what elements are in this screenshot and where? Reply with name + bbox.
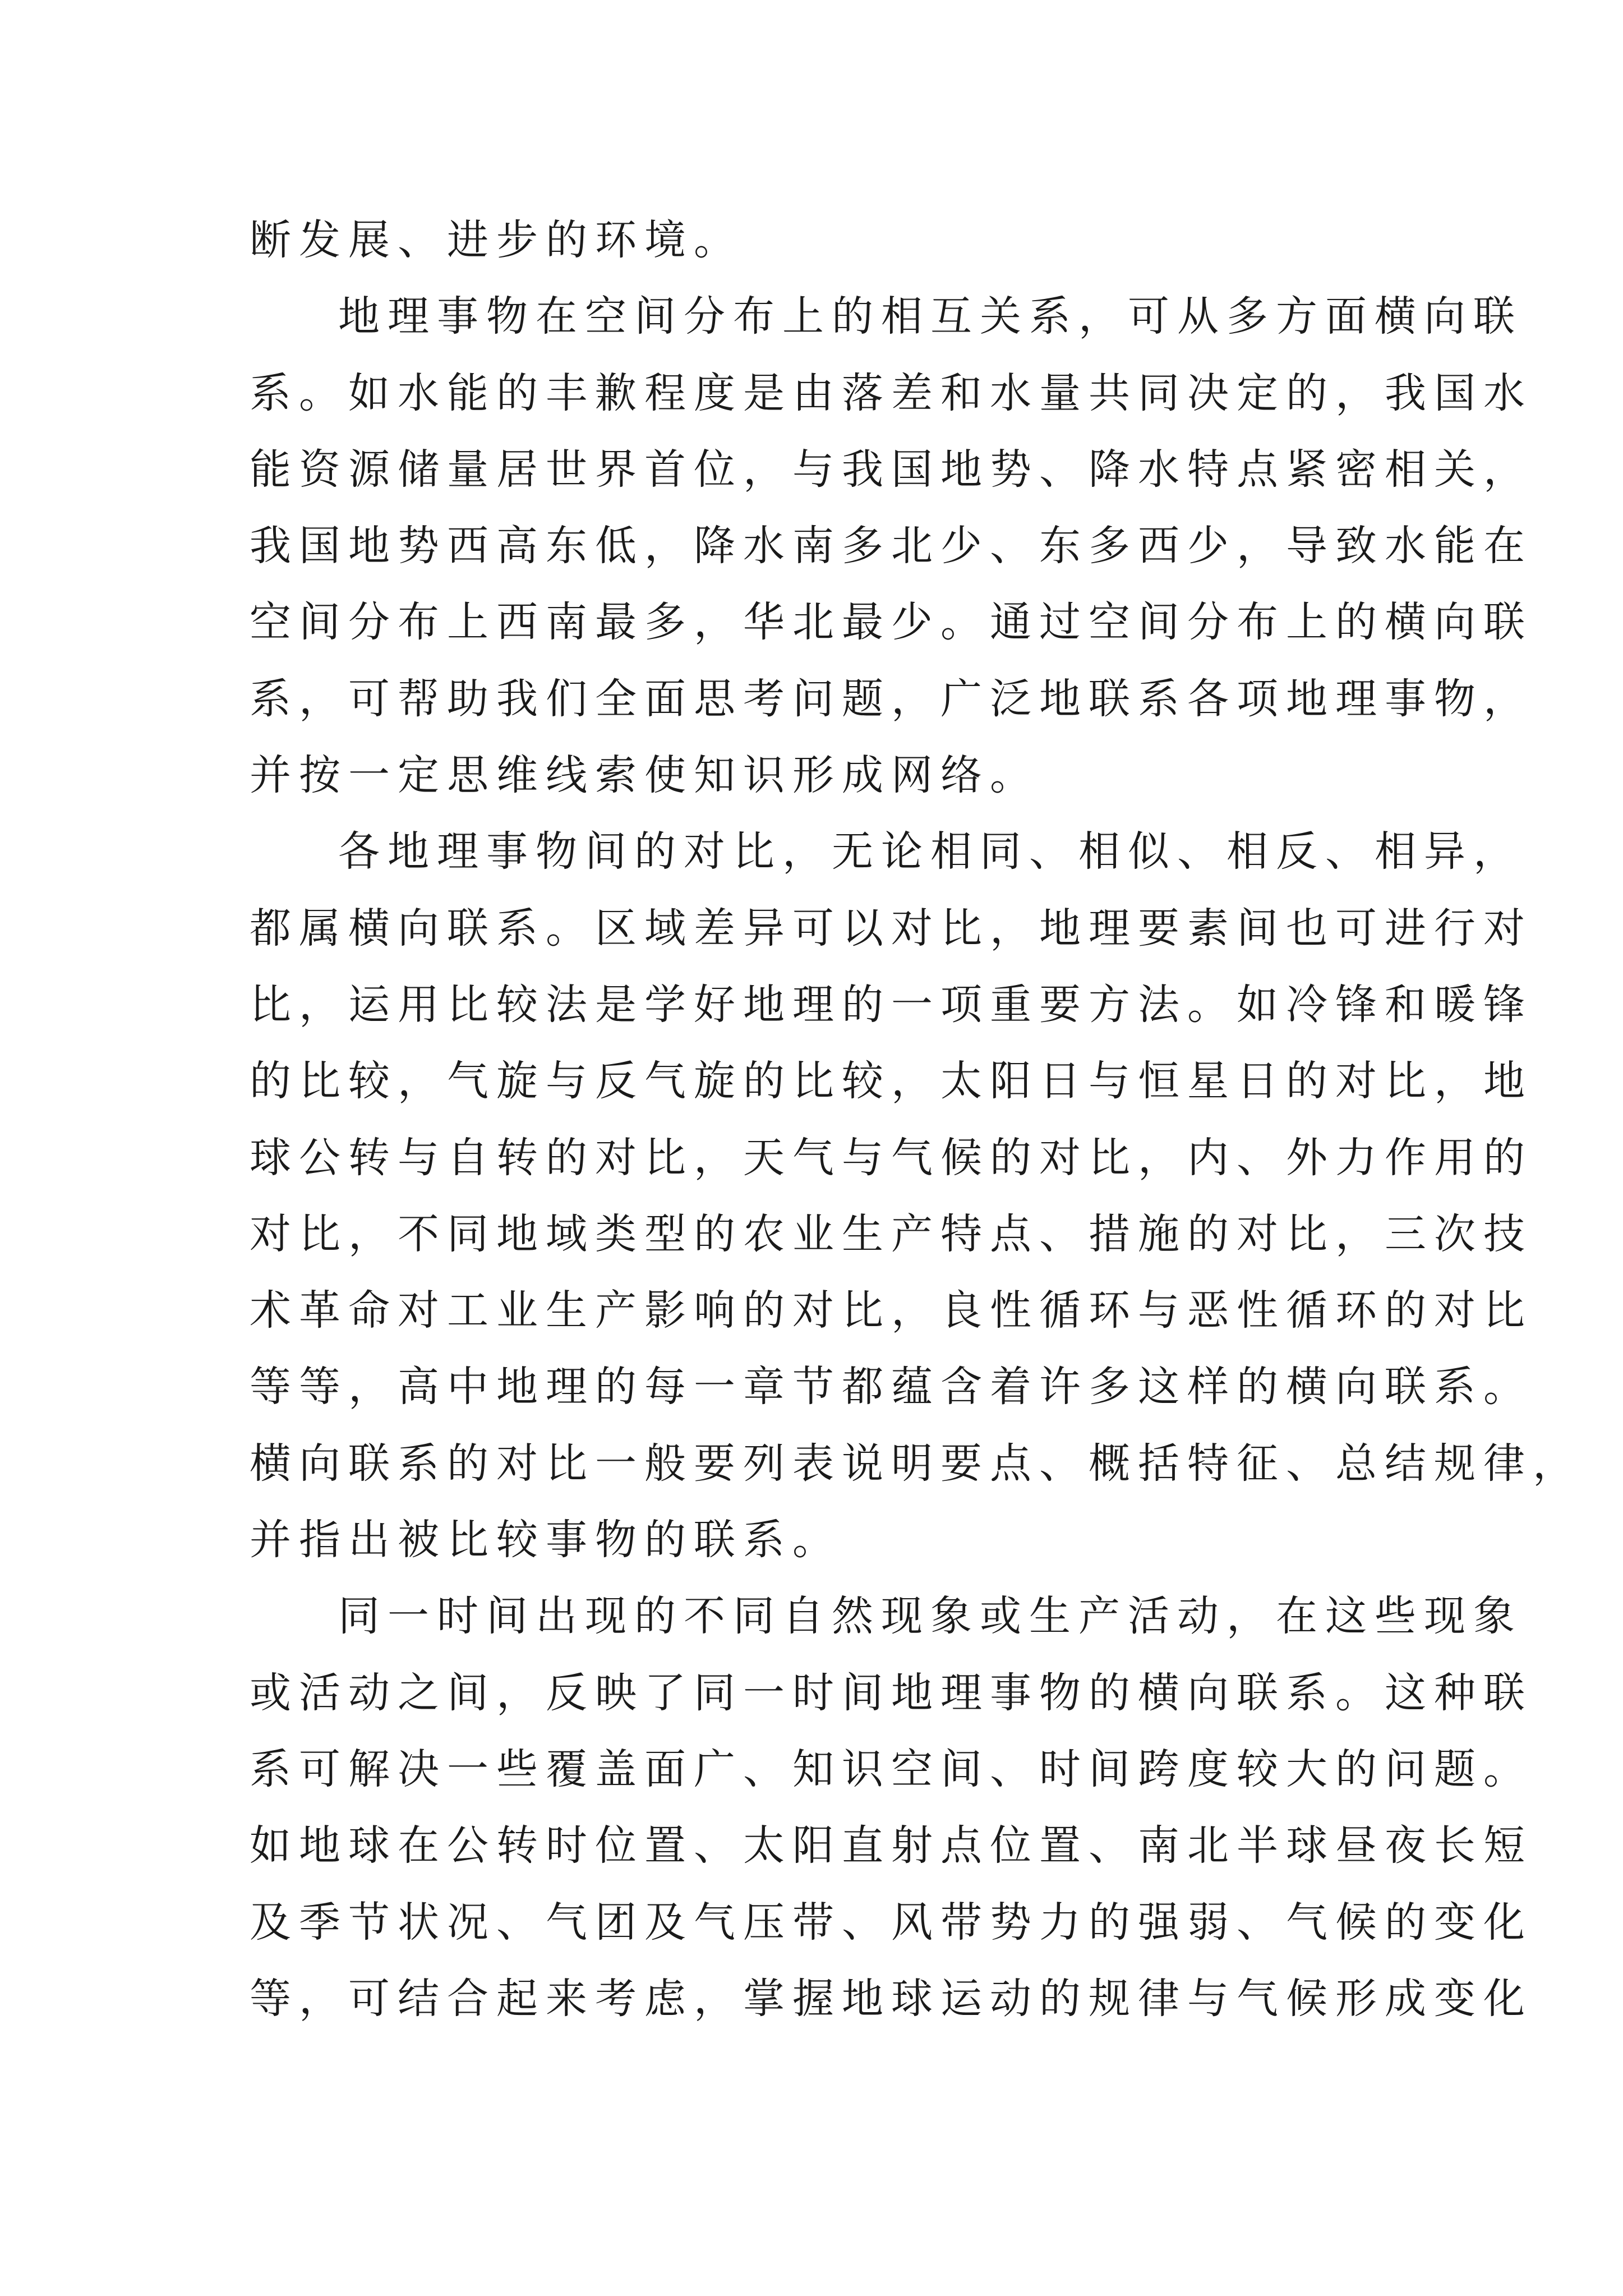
text-line: 等等，高中地理的每一章节都蕴含着许多这样的横向联系。 — [250, 1363, 1533, 1411]
body-text — [250, 202, 1582, 2037]
paragraph — [250, 1578, 1533, 2037]
text-line: 断发展、进步的环境。 — [250, 216, 743, 264]
text-line: 横向联系的对比一般要列表说明要点、概括特征、总结规律， — [250, 1439, 1582, 1488]
text-line: 等，可结合起来考虑，掌握地球运动的规律与气候形成变化 — [250, 1974, 1533, 2023]
text-line: 术革命对工业生产影响的对比，良性循环与恶性循环的对比 — [250, 1286, 1533, 1335]
text-line: 都属横向联系。区域差异可以对比，地理要素间也可进行对 — [250, 904, 1533, 953]
text-line: 的比较，气旋与反气旋的比较，太阳日与恒星日的对比，地 — [250, 1057, 1533, 1106]
text-line: 或活动之间，反映了同一时间地理事物的横向联系。这种联 — [250, 1668, 1533, 1717]
text-line: 球公转与自转的对比，天气与气候的对比，内、外力作用的 — [250, 1133, 1533, 1182]
text-line: 各地理事物间的对比，无论相同、相似、相反、相异， — [338, 827, 1523, 876]
text-line: 地理事物在空间分布上的相互关系，可从多方面横向联 — [338, 292, 1523, 341]
paragraph — [250, 813, 1582, 1578]
text-line: 能资源储量居世界首位，与我国地势、降水特点紧密相关， — [250, 445, 1533, 494]
text-line: 及季节状况、气团及气压带、风带势力的强弱、气候的变化 — [250, 1898, 1533, 1947]
text-line: 我国地势西高东低，降水南多北少、东多西少，导致水能在 — [250, 522, 1533, 570]
text-line: 空间分布上西南最多，华北最少。通过空间分布上的横向联 — [250, 598, 1533, 647]
paragraph — [250, 202, 1394, 278]
paragraph — [250, 278, 1533, 813]
text-line: 系可解决一些覆盖面广、知识空间、时间跨度较大的问题。 — [250, 1745, 1533, 1793]
text-line: 如地球在公转时位置、太阳直射点位置、南北半球昼夜长短 — [250, 1821, 1533, 1870]
text-line: 对比，不同地域类型的农业生产特点、措施的对比，三次技 — [250, 1209, 1533, 1258]
text-line: 并指出被比较事物的联系。 — [250, 1516, 842, 1565]
text-line: 比，运用比较法是学好地理的一项重要方法。如冷锋和暖锋 — [250, 980, 1533, 1029]
text-line: 系，可帮助我们全面思考问题，广泛地联系各项地理事物， — [250, 674, 1533, 723]
text-line: 并按一定思维线索使知识形成网络。 — [250, 751, 1039, 800]
text-line: 系。如水能的丰歉程度是由落差和水量共同决定的，我国水 — [250, 369, 1533, 417]
text-line: 同一时间出现的不同自然现象或生产活动，在这些现象 — [338, 1592, 1523, 1641]
